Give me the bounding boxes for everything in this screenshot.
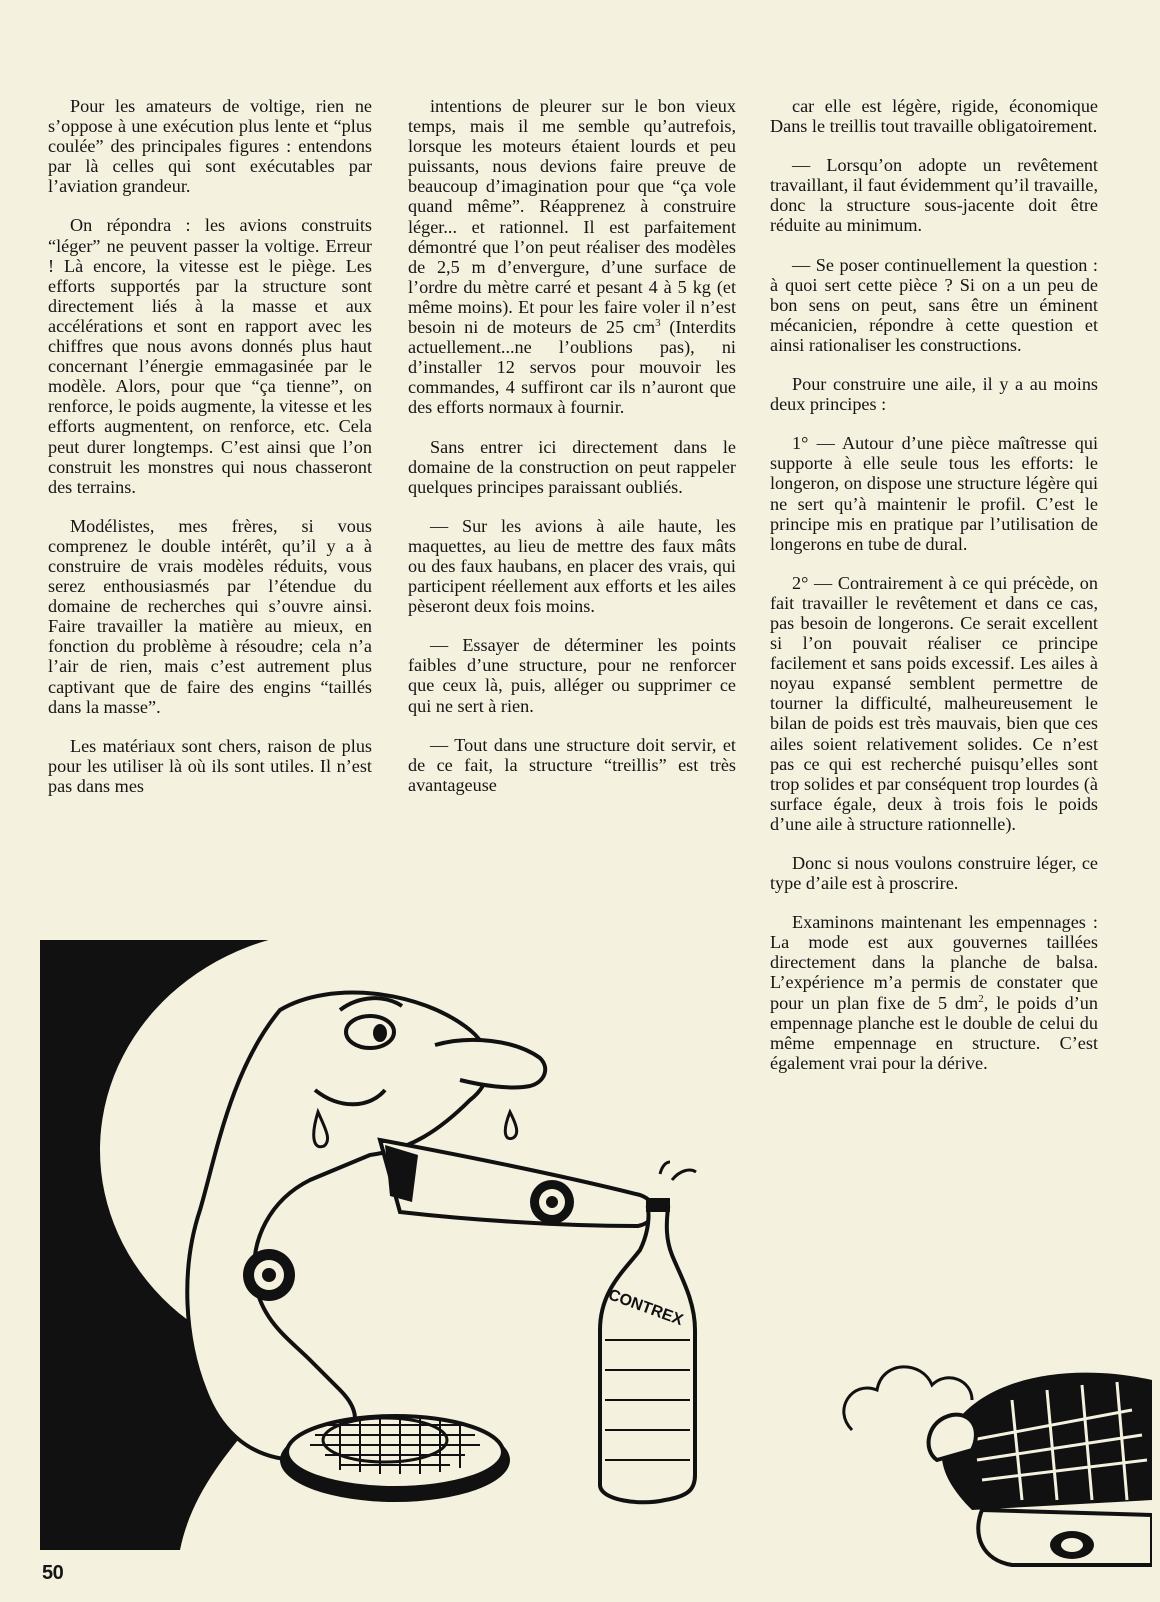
- paragraph-text: (Interdits actuellement...ne l’oublions pas), ni d’installer 12 servos pour mouvoir les commandes, 4 suffiront car ils n’auront que des efforts normaux à fournir.: [408, 317, 737, 418]
- page-number: 50: [42, 1562, 64, 1584]
- cartoon-tortoise-plane-illustration: [832, 1340, 1152, 1580]
- paragraph: — Lorsqu’on adopte un revêtement travaillant, il faut évidemment qu’il travaille, donc la structure sous-jacente doit être réduite au minimum.: [770, 155, 1098, 236]
- paragraph: 1° — Autour d’une pièce maîtresse qui supporte à elle seule tous les efforts: le longeron, on dispose une structure légère qui ne sert qu’à maintenir le profil. C’est le principe mis en pratique par l’utilisation de longerons en tube de dural.: [770, 433, 1098, 554]
- bottle-label: CONTREX: [605, 1286, 686, 1330]
- paragraph: — Se poser continuellement la question : à quoi sert cette pièce ? Si on a un peu de bon sens on peut, sans être un éminent mécanicien, répondre à cette question et ainsi rationaliser les constructions.: [770, 254, 1098, 355]
- paragraph: On répondra : les avions construits “léger” ne peuvent passer la voltige. Erreur ! Là encore, la vitesse est le piège. Les efforts supportés par la structure sont directement liés à la masse et aux accélérations et sont en rapport avec les chiffres que nous avons donnés plus haut concernant l’énergie emmagasinée par le modèle. Alors, pour que “ça tienne”, on renforce, le poids augmente, la vitesse et les efforts augmentent, on renforce, etc. Cela peut durer longtemps. C’est ainsi que l’on construit les monstres qui nous chasseront des terrains.: [48, 215, 372, 497]
- paragraph: Donc si nous voulons construire léger, ce type d’aile est à proscrire.: [770, 853, 1098, 894]
- cartoon-plane-on-scale-illustration: [40, 940, 750, 1550]
- paragraph-text: intentions de pleurer sur le bon vieux temps, mais il me semble qu’autrefois, lorsque les moteurs étaient lourds et peu puissants, nous devions faire preuve de beaucoup d’imagination pour que “ça vole quand même”. Réapprenez à construire léger... et rationnel. Il est parfaitement démontré que l’on peut réaliser des modèles de 2,5 m d’envergure, d’une surface de l’ordre du mètre carré et pesant 4 à 5 kg (et même moins). Et pour les faire voler il n’est besoin ni de moteurs de 25 cm: [408, 96, 736, 338]
- text-column-1: [48, 96, 372, 815]
- paragraph: Sans entrer ici directement dans le domaine de la construction on peut rappeler quelques principes paraissant oubliés.: [408, 436, 736, 497]
- paragraph-text: , le poids d’un empennage planche est le double de celui du même empennage en structure. C’est également vrai pour la dérive.: [770, 992, 1098, 1073]
- paragraph: [770, 912, 1098, 1073]
- paragraph-text: Examinons maintenant les empennages : La mode est aux gouvernes taillées directement dans la planche de balsa. L’expérience m’a permis de constater que pour un plan fixe de 5 dm: [770, 912, 1098, 1013]
- paragraph: Pour construire une aile, il y a au moins deux principes :: [770, 374, 1098, 415]
- text-column-3: [770, 96, 1098, 1092]
- paragraph: Pour les amateurs de voltige, rien ne s’oppose à une exécution plus lente et “plus coulée” des principales figures : entendons par là celles qui sont exécutables par l’aviation grandeur.: [48, 96, 372, 197]
- paragraph: — Sur les avions à aile haute, les maquettes, au lieu de mettre des faux mâts ou des faux haubans, en placer des vrais, qui participent réellement aux efforts et les ailes pèseront deux fois moins.: [408, 515, 736, 617]
- paragraph: Modélistes, mes frères, si vous comprenez le double intérêt, qu’il y a à construire de vrais modèles réduits, vous serez enthousiasmés par l’étendue du domaine de recherches qui s’ouvre ainsi. Faire travailler la matière au mieux, en fonction du problème à résoudre; cela n’a l’air de rien, mais c’est autrement plus captivant que de faire des engins “taillés dans la masse”.: [48, 515, 372, 717]
- paragraph: — Essayer de déterminer les points faibles d’une structure, pour ne renforcer que ceux là, puis, alléger ou supprimer ce qui ne sert à rien.: [408, 635, 736, 716]
- paragraph: car elle est légère, rigide, économique Dans le treillis tout travaille obligatoirement.: [770, 96, 1098, 137]
- paragraph: Les matériaux sont chers, raison de plus pour les utiliser là où ils sont utiles. Il n’est pas dans mes: [48, 735, 372, 796]
- paragraph: 2° — Contrairement à ce qui précède, on fait travailler le revêtement et dans ce cas, pas besoin de longerons. Ce serait excellent si l’on pouvait réaliser ce principe facilement et sans poids excessif. Les ailes à noyau expansé semblent permettre de tourner la difficulté, malheureusement le bilan de poids est très mauvais, bien que ces ailes soient relativement solides. Ce n’est pas ce qui est recherché puisqu’elles sont trop solides et par conséquent trop lourdes (à surface égale, deux à trois fois le poids d’une aile à structure rationnelle).: [770, 572, 1098, 834]
- paragraph: — Tout dans une structure doit servir, et de ce fait, la structure “treillis” est très avantageuse: [408, 734, 736, 795]
- text-column-2: [408, 96, 736, 814]
- superscript: 2: [978, 992, 984, 1005]
- paragraph: [408, 96, 736, 418]
- superscript: 3: [655, 316, 661, 329]
